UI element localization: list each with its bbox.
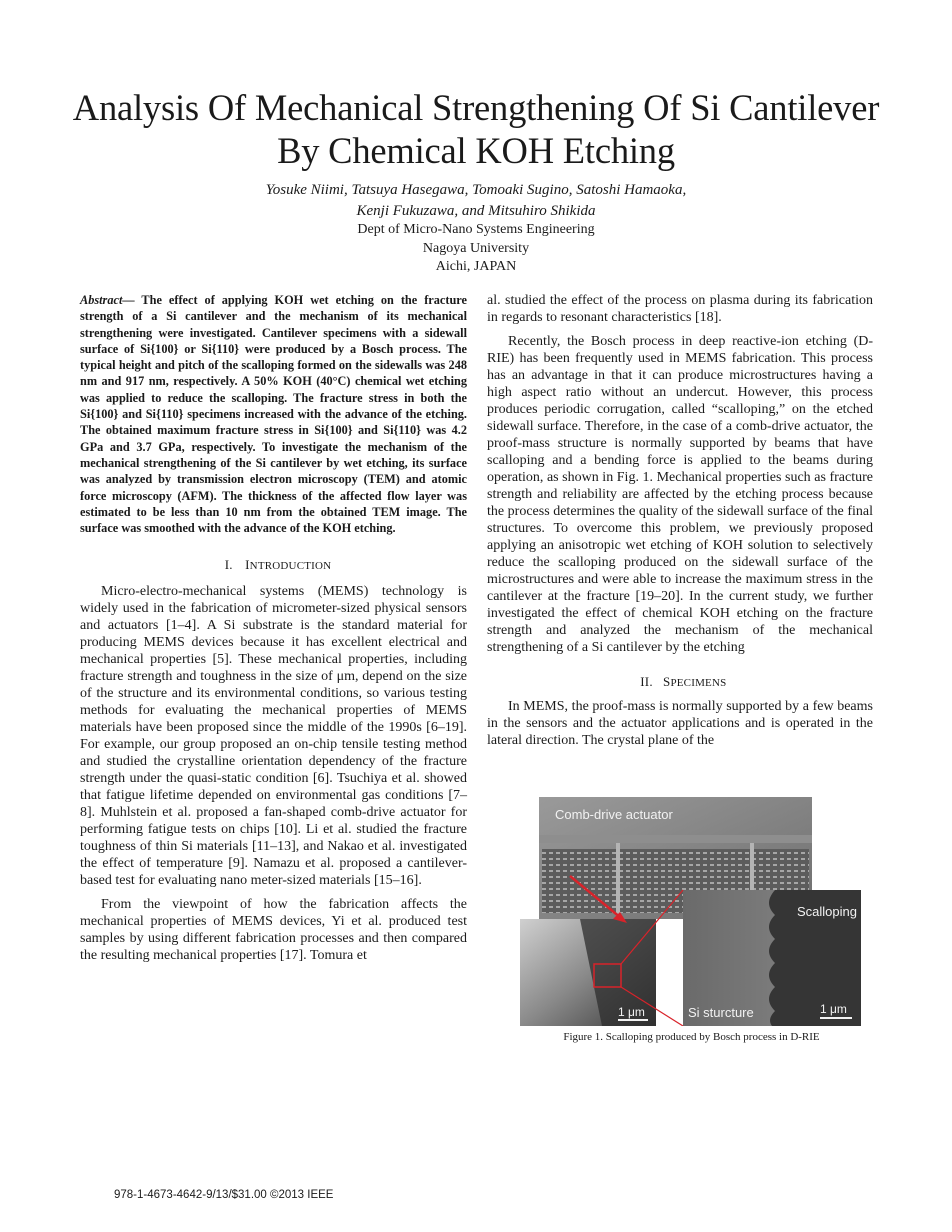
intro-paragraph-2: From the viewpoint of how the fabrication affects the mechanical properties of MEMS devices, Yi et al. produced test samples by using different fabrication processes and then compared the resulting mechanical properties [17]. Tomura et xyxy=(80,897,467,964)
section-title-rest: PECIMENS xyxy=(670,677,727,689)
specimens-paragraph-1: In MEMS, the proof-mass is normally supported by a few beams in the sensors and the actuator applications and is operated in the lateral direction. The crystal plane of the xyxy=(487,699,873,748)
paper-title xyxy=(40,86,912,172)
affiliation-department: Dept of Micro-Nano Systems Engineering xyxy=(357,222,595,237)
title-line-1: Analysis Of Mechanical Strengthening Of Si Cantilever xyxy=(72,87,880,128)
proof-mass-bar xyxy=(539,835,812,843)
intro-paragraph-1: Micro-electro-mechanical systems (MEMS) technology is widely used in the fabrication of micrometer-sized physical sensors and actuators [1–4]. A Si substrate is the standard material for producing MEMS devices because it has excellent electrical and mechanical properties [5]. These mechanical properties, including fracture strength and toughness in the size of μm, depend on the size of the structure and its environmental conditions, so various testing methods for evaluating the mechanical properties of MEMS materials have been proposed since the middle of the 1990s [6–19]. For example, our group proposed an on-chip tensile testing method and studied the crystalline orientation dependency of the fracture strength under the quasi-static condition [6]. Tsuchiya et al. showed that fatigue lifetime depended on environmental gas conditions [7–8]. Muhlstein et al. proposed a fan-shaped comb-drive actuator for performing fatigue tests on chips [10]. Li et al. studied the fracture toughness of thin Si materials [11–13], and Nakao et al. investigated the effect of temperature [9]. Namazu et al. proposed a cantilever-based test for evaluating nano meter-sized materials [15–16]. xyxy=(80,584,467,889)
abstract-label: Abstract— xyxy=(80,293,135,307)
right-column xyxy=(487,292,873,749)
support-beam xyxy=(616,843,620,919)
scalloping-label: Scalloping xyxy=(797,904,857,919)
right-paragraph-1: al. studied the effect of the process on plasma during its fabrication in regards to resonant characteristics [18]. xyxy=(487,293,873,325)
section-number: I. xyxy=(224,557,233,573)
abstract xyxy=(80,292,467,536)
author-list xyxy=(60,180,892,222)
left-column xyxy=(80,292,467,964)
title-line-2: By Chemical KOH Etching xyxy=(277,130,675,171)
affiliation xyxy=(60,221,892,277)
affiliation-university: Nagoya University xyxy=(422,240,530,256)
section-title-rest: NTRODUCTION xyxy=(249,560,332,573)
section-heading-introduction xyxy=(80,556,467,575)
cantilever-panel xyxy=(520,919,656,1026)
comb-drive-label: Comb-drive actuator xyxy=(555,807,673,822)
section-heading-specimens xyxy=(487,673,873,692)
section-number: II. xyxy=(640,674,653,689)
scale-bar-left-label: 1 μm xyxy=(618,1005,645,1019)
si-structure-label: Si sturcture xyxy=(688,1005,754,1020)
right-paragraph-2: Recently, the Bosch process in deep reactive-ion etching (D-RIE) has been frequently used in MEMS fabrication. This process has an advantage in that it can produce microstructures having a high aspect ratio without an undercut. However, this process produces periodic corrugation, called “scalloping,” on the etched sidewall surface. Therefore, in the case of a comb-drive actuator, the proof-mass structure is normally supported by beams that have scalloping and a bending force is applied to the beams during operation, as shown in Fig. 1. Mechanical properties such as fracture strength and reliability are affected by the etching process because the process determines the quality of the sidewall surface of the final structures. To overcome this problem, we previously proposed applying an anisotropic wet etching of KOH solution to selectively reduce the scalloping produced on the sidewall surface of the microstructures and were able to increase the maximum stress in the cantilever at the fracture [19–20]. In the current study, we further investigated the effect of chemical KOH etching on the fracture strength and analyzed the mechanism of the mechanical strengthening of a Si cantilever by the etching xyxy=(487,334,873,655)
scalloping-panel xyxy=(683,890,861,1026)
abstract-text: The effect of applying KOH wet etching on the fracture strength of a Si cantilever and the mechanism of its mechanical strengthening were investigated. Cantilever specimens with a sidewall surface of Si{100} or Si{110} were produced by a Bosch process. The typical height and pitch of the scalloping formed on the sidewalls was 248 nm and 917 nm, respectively. A 50% KOH (40°C) chemical wet etching was applied to reduce the scalloping. The fracture stress in both the Si{100} and Si{110} specimens increased with the advance of the etching. The obtained maximum fracture stress in Si{100} and Si{110} was 4.2 GPa and 3.7 GPa, respectively. To investigate the mechanism of the mechanical strengthening of the Si cantilever by wet etching, its surface was analyzed by transmission electron microscopy (TEM) and atomic force microscopy (AFM). The thickness of the affected flow layer was estimated to be less than 10 nm from the obtained TEM image. The surface was smoothed with the advance of the KOH etching. xyxy=(80,293,467,536)
affiliation-location: Aichi, JAPAN xyxy=(435,259,517,274)
copyright-footer: 978-1-4673-4642-9/13/$31.00 ©2013 IEEE xyxy=(114,1189,334,1201)
section-title-initial: S xyxy=(663,674,671,689)
authors-line-2: Kenji Fukuzawa, and Mitsuhiro Shikida xyxy=(356,203,596,219)
section-title-initial: I xyxy=(245,557,250,573)
authors-line-1: Yosuke Niimi, Tatsuya Hasegawa, Tomoaki Sugino, Satoshi Hamaoka, xyxy=(265,182,687,198)
figure-1-caption: Figure 1. Scalloping produced by Bosch process in D-RIE xyxy=(563,1031,820,1043)
scale-bar-right-label: 1 μm xyxy=(820,1002,847,1016)
figure-1-sem-image xyxy=(520,797,861,1026)
